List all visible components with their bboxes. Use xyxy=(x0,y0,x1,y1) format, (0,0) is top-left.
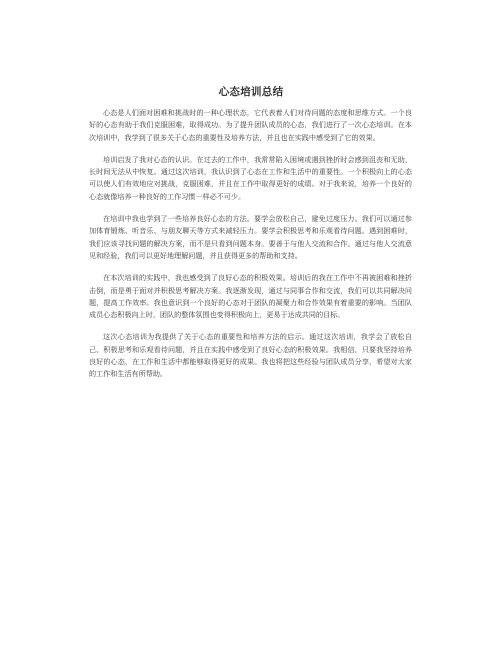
paragraph-2: 培训启发了我对心态的认识。在过去的工作中，我常常陷入困境或遇到挫折时会感到沮丧和无助，长时间无法从中恢复。通过这次培训，我认识到了心态在工作和生活中的重要性。一个积极向上的心态可以使人们有效地应对挑战，克服困难，并且在工作中取得更好的成绩。对于我来说，培养一个良好的心态就像培养一种良好的工作习惯一样必不可少。 xyxy=(89,154,412,201)
document-body xyxy=(89,107,412,391)
paragraph-1: 心态是人们面对困难和挑战时的一种心理状态，它代表着人们对待问题的态度和思维方式。一个良好的心态有助于我们克服困难，取得成功。为了提升团队成员的心态，我们进行了一次心态培训。在本次培训中，我学到了很多关于心态的重要性及培养方法，并且也在实践中感受到了它的效果。 xyxy=(89,108,412,142)
paragraph-4: 在本次培训的实践中，我也感受到了良好心态的积极效果。培训后的我在工作中不再被困难和挫折击倒，而是勇于面对并积极思考解决方案。我逐渐发现，通过与同事合作和交流，我们可以共同解决问题，提高工作效率。我也意识到一个良好的心态对于团队的凝聚力和合作效果有着重要的影响。当团队成员心态积极向上时，团队的整体氛围也变得积极向上，更易于达成共同的目标。 xyxy=(89,273,412,320)
paragraph-5: 这次心态培训为我提供了关于心态的重要性和培养方法的启示。通过这次培训，我学会了放松自己、积极思考和乐观看待问题，并且在实践中感受到了良好心态的积极效果。我相信，只要我坚持培养良好的心态，在工作和生活中都能够取得更好的成果。我也将把这些经验与团队成员分享，希望对大家的工作和生活有所帮助。 xyxy=(89,332,412,379)
paragraph-3: 在培训中我也学到了一些培养良好心态的方法。要学会放松自己，避免过度压力。我们可以通过参加体育锻炼、听音乐、与朋友聊天等方式来减轻压力。要学会积极思考和乐观看待问题。遇到困难时，我们应该寻找问题的解决方案，而不是只看到问题本身。要善于与他人交流和合作。通过与他人交流意见和经验，我们可以更好地理解问题，并且获得更多的帮助和支持。 xyxy=(89,214,412,260)
document-title: 心态培训总结 xyxy=(218,86,284,98)
